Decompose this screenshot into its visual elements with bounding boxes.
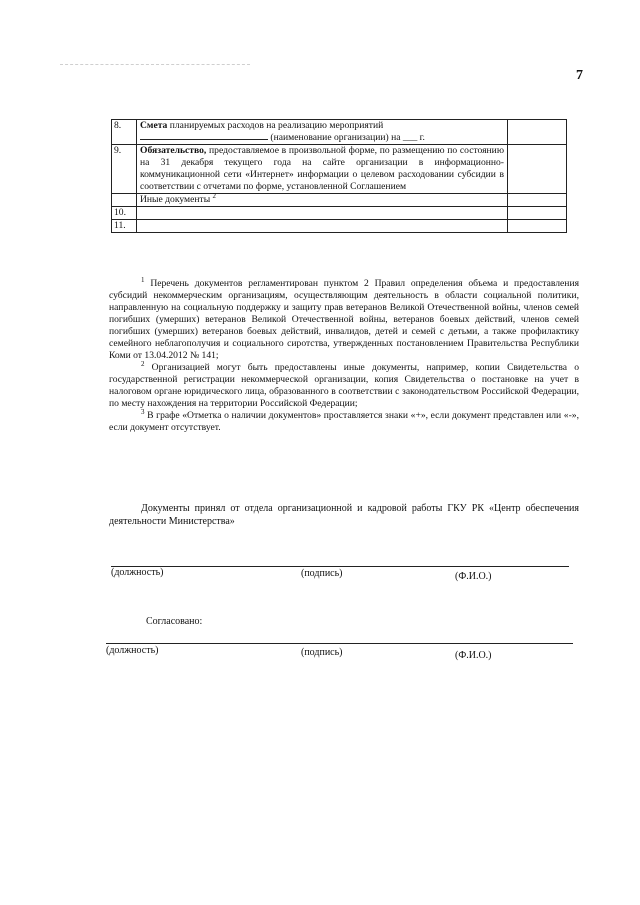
table-row	[112, 120, 567, 145]
row-number	[112, 194, 137, 207]
row-number: 8.	[112, 120, 137, 145]
position-label: (должность)	[111, 567, 164, 578]
row-mark-cell	[508, 194, 567, 207]
footnote-marker: 3	[141, 407, 145, 416]
row-number: 11.	[112, 220, 137, 233]
table-row	[112, 145, 567, 194]
row-content	[137, 207, 508, 220]
scan-artifact-line	[60, 64, 250, 66]
row-mark-cell	[508, 220, 567, 233]
footnote-ref: 2	[212, 191, 217, 200]
blank-line	[140, 139, 268, 140]
row-title: Обязательство,	[140, 145, 207, 156]
row-mark-cell	[508, 145, 567, 194]
table-row	[112, 194, 567, 207]
signature-line	[106, 643, 573, 644]
documents-table	[111, 119, 567, 233]
row-number: 10.	[112, 207, 137, 220]
row-blank-suffix: (наименование организации) на ___ г.	[270, 132, 425, 143]
page-number: 7	[576, 68, 583, 83]
signature-label: (подпись)	[301, 568, 343, 579]
accepted-statement: Документы принял от отдела организационной и кадровой работы ГКУ РК «Центр обеспечения деятельности Министерства»	[109, 503, 579, 527]
footnote-marker: 2	[141, 359, 145, 368]
signature-label: (подпись)	[301, 647, 343, 658]
row-title: Смета	[140, 120, 168, 131]
footnote-text: Организацией могут быть предоставлены иные документы, например, копии Свидетельства о государственной регистрации некоммерческой организации, копия Свидетельства о постановке на учет в налоговом органе юридического лица, образованного в соответствии с законодательством Российской Федерации, по месту нахождения на территории Российской Федерации;	[109, 362, 579, 409]
signature-line	[111, 566, 569, 567]
footnotes	[109, 275, 579, 434]
footnote-1	[109, 275, 579, 362]
footnote-2	[109, 359, 579, 410]
row-content	[137, 191, 508, 207]
table-row	[112, 220, 567, 233]
name-label: (Ф.И.О.)	[455, 571, 492, 582]
row-text: Иные документы	[140, 194, 211, 205]
position-label: (должность)	[106, 645, 159, 656]
footnote-3	[109, 407, 579, 434]
row-content	[137, 120, 508, 145]
row-number: 9.	[112, 145, 137, 194]
row-text: планируемых расходов на реализацию мероприятий	[167, 120, 384, 131]
row-mark-cell	[508, 120, 567, 145]
row-text: предоставляемое в произвольной форме, по размещению по состоянию на 31 декабря текущего года на сайте организации в информационно-коммуникационной сети «Интернет» информации о целевом расходовании субсидии в соответствии с отчетами по форме, установленной Соглашением	[140, 145, 504, 192]
name-label: (Ф.И.О.)	[455, 650, 492, 661]
row-mark-cell	[508, 207, 567, 220]
footnote-text: В графе «Отметка о наличии документов» проставляется знаки «+», если документ представлен или «-», если документ отсутствует.	[109, 410, 579, 433]
agreed-label: Согласовано:	[146, 616, 203, 627]
row-content	[137, 220, 508, 233]
footnote-text: Перечень документов регламентирован пунктом 2 Правил определения объема и предоставления субсидий некоммерческим организациям, осуществляющим деятельность в области социальной политики, направленную на социальную поддержку и защиту прав ветеранов Великой Отечественной войны, членов семей погибших (умерших) ветеранов Великой Отечественной войны, ветеранов боевых действий, членов семей погибших (умерших) ветеранов боевых действий, инвалидов, детей и семей с детьми, а также профилактику семейного неблагополучия и социального сиротства, утвержденных постановлением Правительства Республики Коми от 13.04.2012 № 141;	[109, 278, 579, 361]
footnote-marker: 1	[141, 275, 145, 284]
table-row	[112, 207, 567, 220]
row-content	[137, 145, 508, 194]
